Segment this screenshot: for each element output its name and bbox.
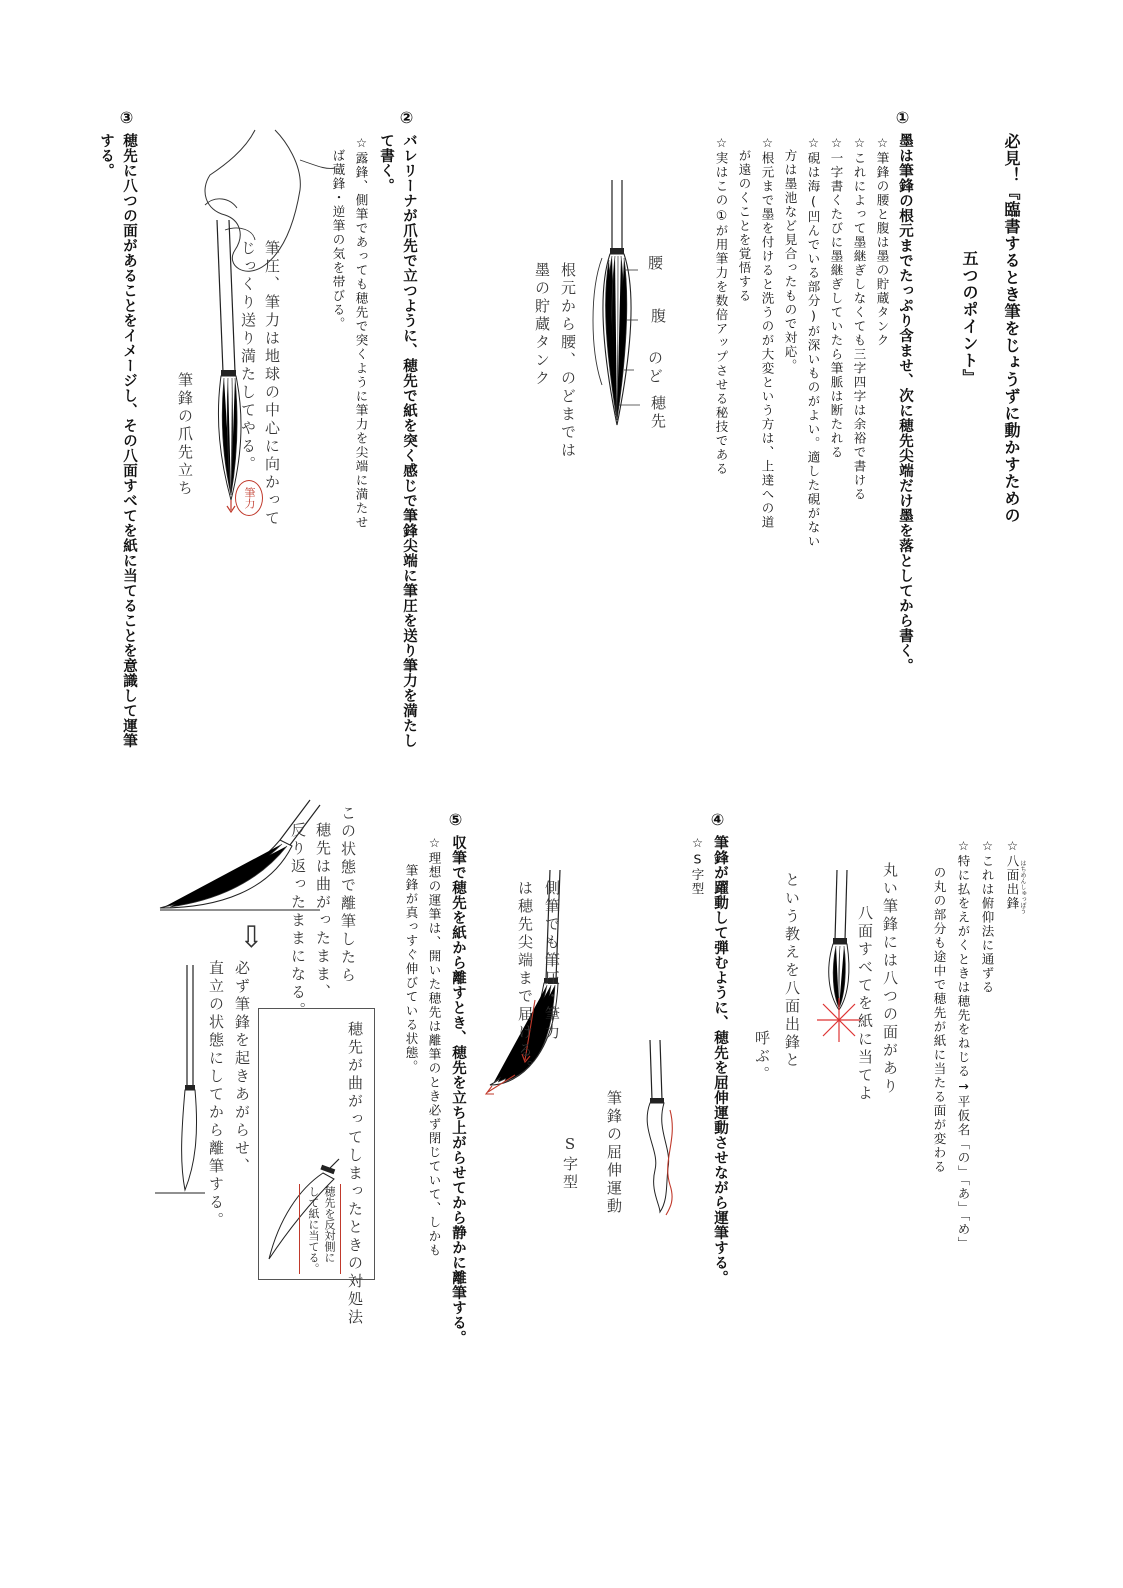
hachimen-hand-2: 八面すべてを紙に当てよ <box>856 905 874 1103</box>
point-5-number: ⑤ <box>446 810 465 829</box>
remedy-caption: 穂先が曲がってしまったときの対処法 <box>346 1021 364 1327</box>
point-5-note-1: ☆理想の運筆は、開いた穂先は離筆のとき必ず閉じていて、しかも <box>427 835 442 1258</box>
point-1-note-5: 方は墨池など見合ったもので対応。 <box>783 135 798 373</box>
point-1-note-2: ☆これによって墨継ぎしなくても三字四字は余裕で書ける <box>852 135 867 502</box>
hachimen-note-2: ☆これは俯仰法に通ずる <box>980 838 995 995</box>
s-curve-brush-illustration <box>630 1040 690 1220</box>
hachimen-note-4: の丸の部分も途中で穂先が紙に当たる面が変わる <box>932 852 947 1174</box>
page-subtitle: 五つのポイント』 <box>960 250 979 386</box>
point-2-note-2: ば蔵鋒・逆筆の気を帯びる。 <box>331 135 346 331</box>
side-caption-2: は穂先尖端まで届ける。 <box>516 880 534 1078</box>
label-hara: 腹 <box>649 308 667 326</box>
side-caption-1: 側筆でも筆圧・筆力 <box>543 880 561 1042</box>
fix-caption-1: 必ず筆鋒を起きあがらせ、 <box>233 960 251 1176</box>
point-5-note-2: 筆鋒が真っすぐ伸びている状態。 <box>404 850 419 1074</box>
label-koshi: 腰 <box>646 255 664 273</box>
label-nodo: のど <box>646 350 664 386</box>
point-2-heading-cont: て書く。 <box>378 133 394 193</box>
point-3-heading-cont: する。 <box>98 133 114 178</box>
hachimen-note-1: ☆八面出鋒 <box>1005 838 1020 911</box>
fix-caption-2: 直立の状態にしてから離筆する。 <box>207 960 225 1230</box>
point-1-number: ① <box>893 108 912 127</box>
point-1-note-7: が遠のくことを覚悟する <box>737 135 752 303</box>
remedy-red-frame <box>299 1184 341 1274</box>
point-1-note-3: ☆一字書くたびに墨継ぎしていたら筆脈は断たれる <box>829 135 844 460</box>
remedy-red-2: して紙に当てる。 <box>307 1186 320 1274</box>
remedy-box <box>258 1008 375 1327</box>
hachimen-note-3: ☆特に払をえがくときは穂先をねじる→平仮名「の」「あ」「め」 <box>956 838 971 1251</box>
bad-caption-2: 穂先は曲がったまま、 <box>314 822 332 1002</box>
s-caption-1: 筆鋒の屈伸運動 <box>605 1090 623 1216</box>
point-4-number: ④ <box>708 810 727 829</box>
tank-caption-1: 根元から腰、のどまでは <box>559 262 577 460</box>
hachimen-hand-4: 呼ぶ。 <box>753 1030 771 1084</box>
point-1-note-4: ☆硯は海(凹んでいる部分)が深いものがよい。適した硯がない <box>806 135 821 549</box>
bad-caption-1: この状態で離筆したら <box>339 805 357 985</box>
point-4-heading: 筆鋒が躍動して弾むように、穂先を屈伸運動させながら運筆する。 <box>712 835 728 1285</box>
point-1-note-6: ☆根元まで墨を付けると洗うのが大変という方は、上達への道 <box>760 135 775 530</box>
hand-holding-brush-illustration <box>185 130 335 530</box>
pressure-note-2: じっくり送り満たしてやる。 <box>239 240 257 474</box>
point-3-heading: 穂先に八つの面があることをイメージし、その八面すべてを紙に当てることを意識して運筆 <box>121 133 137 748</box>
point-3-number: ③ <box>117 108 136 127</box>
hachimen-ruby: はちめんしゅっぽう <box>1019 860 1026 914</box>
point-5-heading: 収筆で穂先を紙から離すとき、穂先を立ち上がらせてから静かに離筆する。 <box>450 835 466 1345</box>
point-2-heading: バレリーナが爪先で立つように、穂先で紙を突く感じで筆鋒尖端に筆圧を送り筆力を満たし <box>401 133 417 748</box>
hachimen-hand-1: 丸い筆鋒には八つの面があり <box>881 862 899 1096</box>
remedy-red-1: 穂先を反対側に <box>323 1186 336 1263</box>
tip-stand-caption: 筆鋒の爪先立ち <box>176 372 194 498</box>
down-arrow-icon: ⇩ <box>234 920 269 958</box>
tank-caption-2: 墨の貯蔵タンク <box>533 262 551 388</box>
brush-power-stamp <box>235 480 263 516</box>
point-2-note-1: ☆露鋒、側筆であっても穂先で突くように筆力を尖端に満たせ <box>354 135 369 530</box>
s-caption-2: S字型 <box>561 1135 579 1192</box>
stamp-text: 筆力 <box>243 487 256 509</box>
point-2-number: ② <box>397 108 416 127</box>
point-1-note-1: ☆筆鋒の腰と腹は墨の貯蔵タンク <box>875 135 890 348</box>
point-1-heading: 墨は筆鋒の根元までたっぷり含ませ、次に穂先尖端だけ墨を落としてから書く。 <box>897 133 913 673</box>
bad-caption-3: 反り返ったままになる。 <box>289 822 307 1020</box>
hachimen-hand-3: という教えを八面出鋒と <box>783 872 801 1070</box>
point-4-note-1: ☆S字型 <box>690 835 705 896</box>
point-1-note-8: ☆実はこの①が用筆力を数倍アップさせる秘技である <box>714 135 729 476</box>
pressure-note-1: 筆圧、筆力は地球の中心に向かって <box>263 240 281 528</box>
label-hosaki: 穂先 <box>649 395 667 431</box>
page-title: 必見！『臨書するとき筆をじょうずに動かすための <box>1002 133 1021 524</box>
